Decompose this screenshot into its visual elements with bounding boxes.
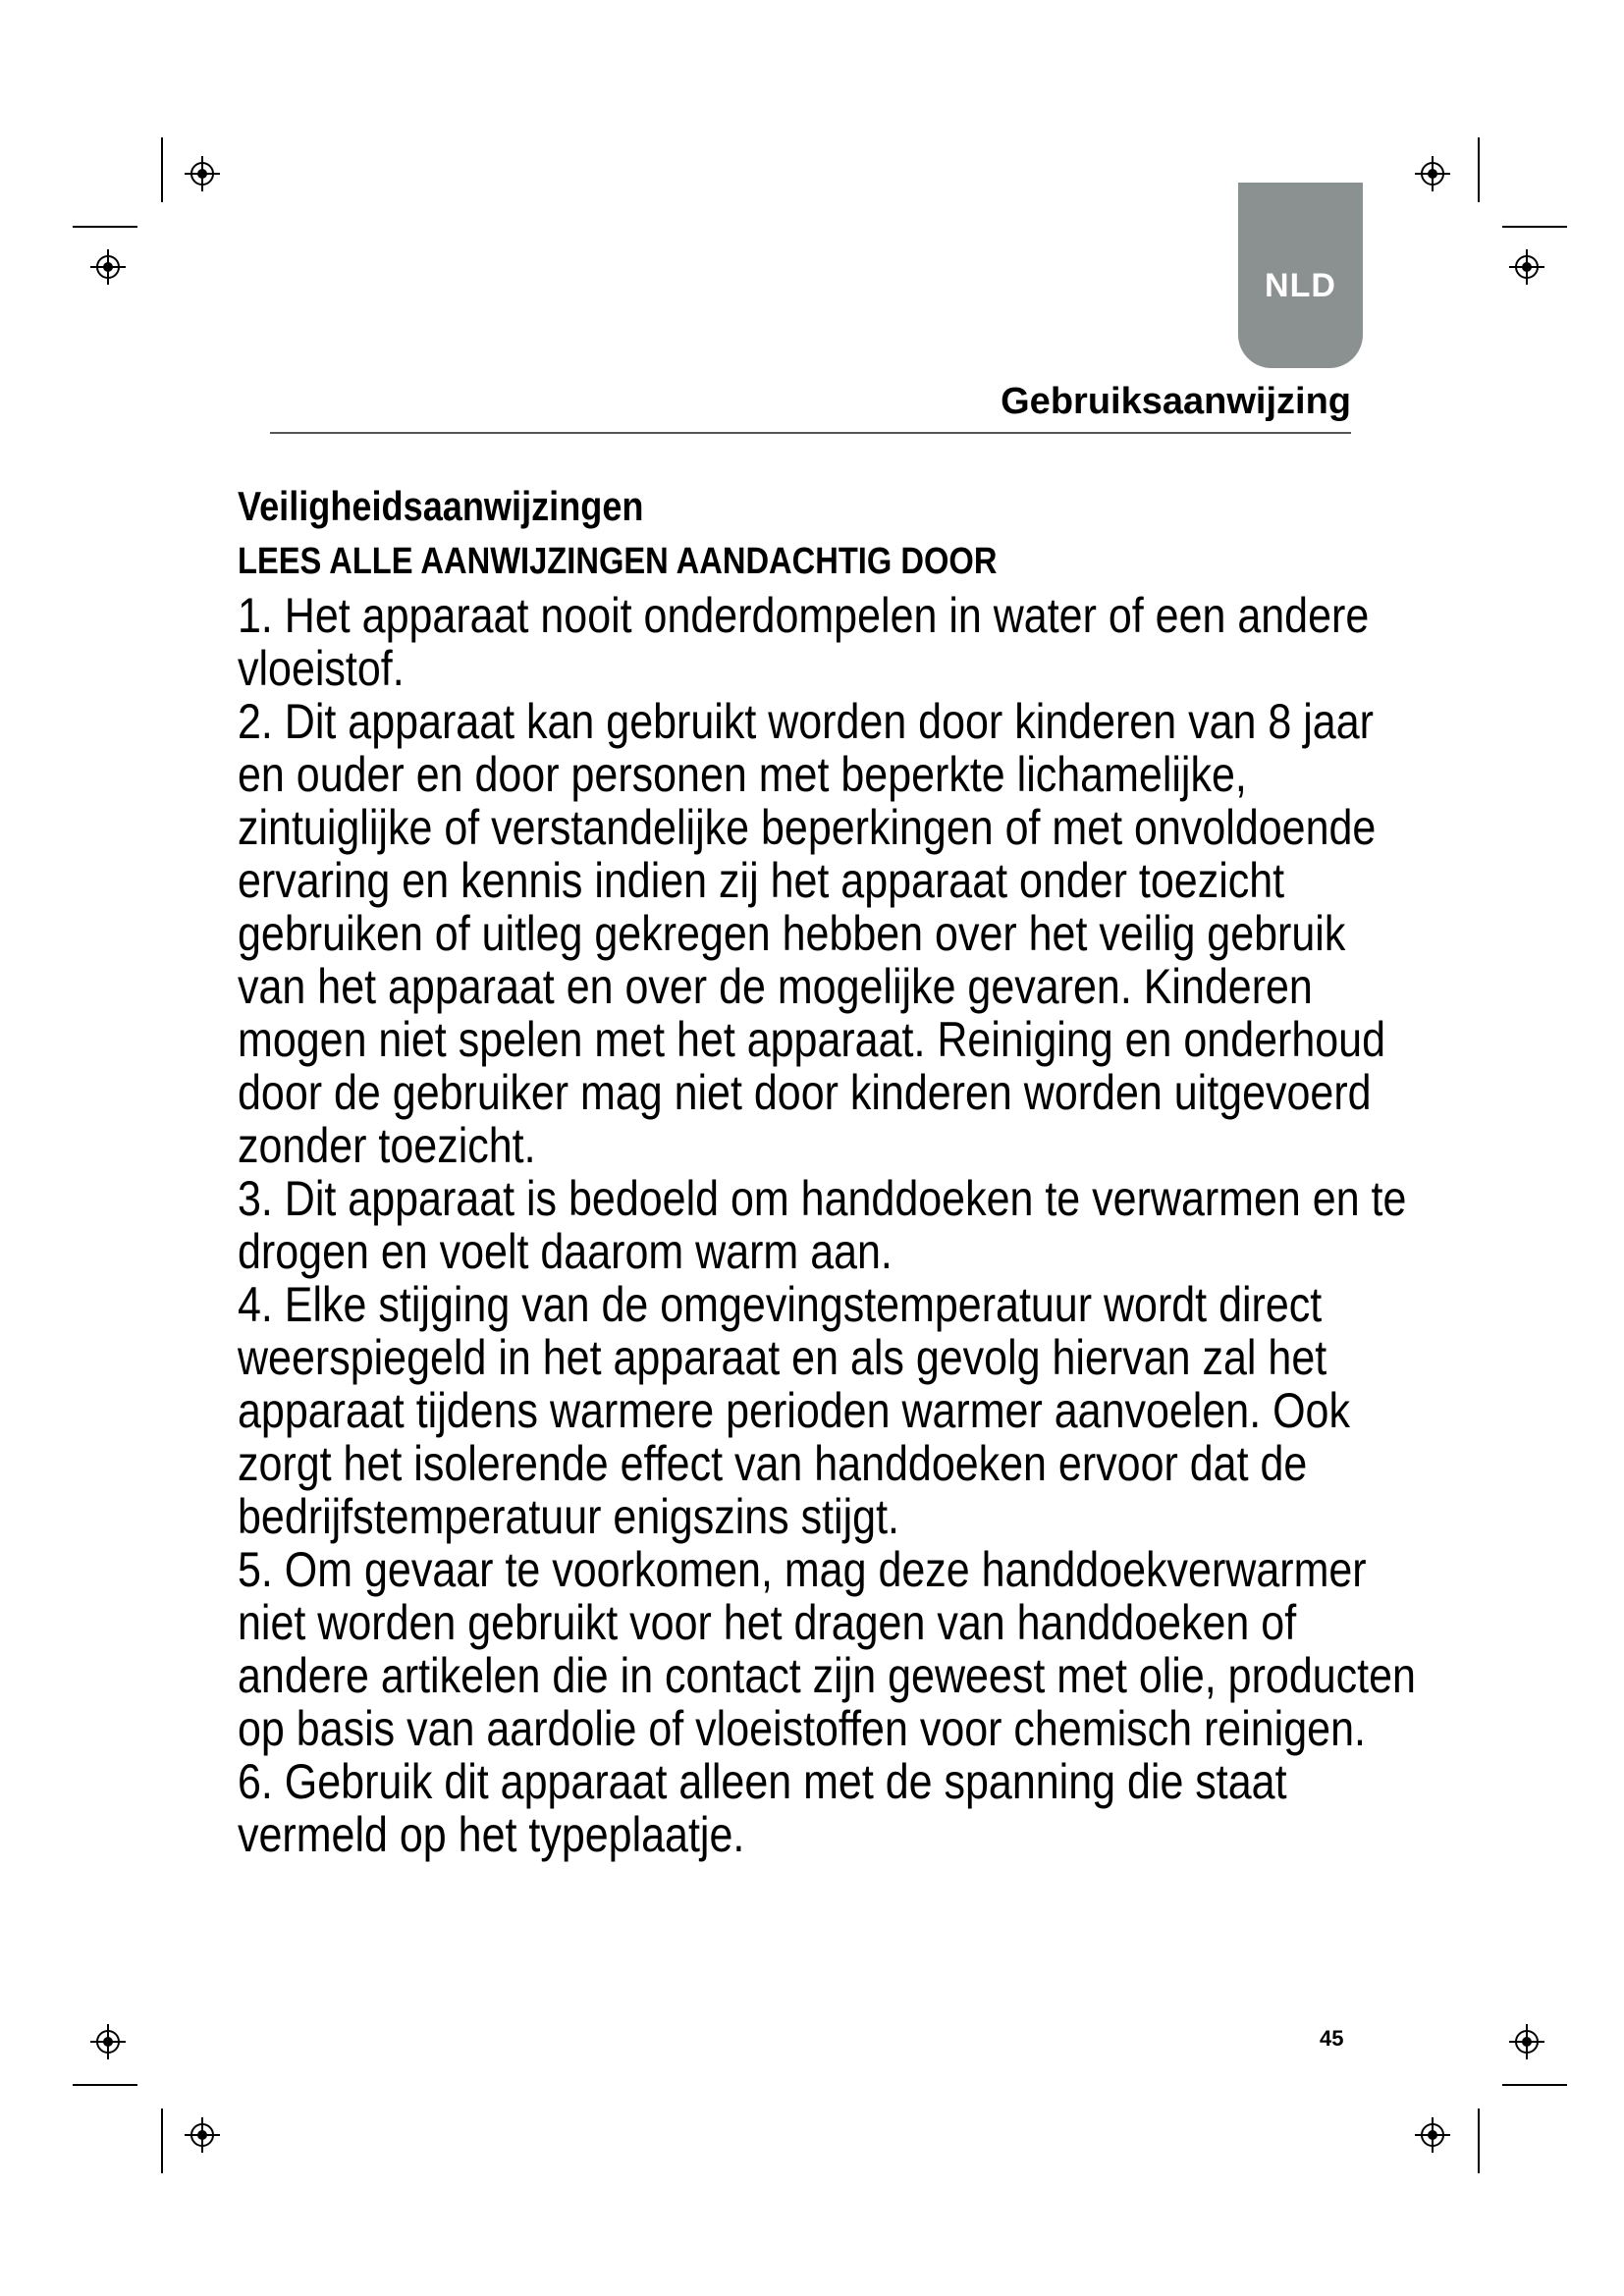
registration-mark-icon (86, 2020, 130, 2063)
list-item: 1. Het apparaat nooit onderdompelen in water of een andere vloeistof. (238, 588, 1370, 696)
registration-mark-icon (1505, 245, 1548, 289)
crop-mark (161, 2109, 163, 2173)
crop-mark (1478, 137, 1480, 202)
safety-instructions-list (238, 589, 1426, 1861)
list-item: 2. Dit apparaat kan gebruikt worden door kinderen van 8 jaar en ouder en door personen met beperkte lichamelijke, zintuiglijke of verstandelijke beperkingen of met onvoldoende ervaring en kennis indien zij het apparaat onder toezicht gebruiken of uitleg gekregen hebben over het veilig gebruik van het apparaat en over de mogelijke gevaren. Kinderen mogen niet spelen met het apparaat. Reiniging en onderhoud door de gebruiker mag niet door kinderen worden uitgevoerd zonder toezicht. (238, 694, 1386, 1173)
crop-mark (1478, 2109, 1480, 2173)
list-item: 4. Elke stijging van de omgevingstemperatuur wordt direct weerspiegeld in het apparaat en als gevolg hiervan zal het apparaat tijdens warmere perioden warmer aanvoelen. Ook zorgt het isolerende effect van handdoeken ervoor dat de bedrijfstemperatuur enigszins stijgt. (238, 1277, 1350, 1544)
registration-mark-icon (181, 2113, 224, 2157)
registration-mark-icon (1411, 152, 1454, 195)
crop-mark (1502, 226, 1567, 228)
language-tab-label: NLD (1265, 267, 1336, 304)
section-subtitle: LEES ALLE AANWIJZINGEN AANDACHTIG DOOR (238, 541, 998, 582)
list-item: 3. Dit apparaat is bedoeld om handdoeken te verwarmen en te drogen en voelt daarom warm aan. (238, 1171, 1407, 1279)
registration-mark-icon (181, 152, 224, 195)
list-item: 5. Om gevaar te voorkomen, mag deze handdoekverwarmer niet worden gebruikt voor het dragen van handdoeken of andere artikelen die in contact zijn geweest met olie, producten op basis van aardolie of vloeistoffen voor chemisch reinigen. (238, 1542, 1416, 1756)
crop-mark (161, 137, 163, 202)
page-number: 45 (1320, 2026, 1344, 2051)
registration-mark-icon (1505, 2020, 1548, 2063)
section-title: Veiligheidsaanwijzingen (238, 483, 644, 529)
crop-mark (1502, 2084, 1567, 2086)
page-header-title: Gebruiksaanwijzing (1001, 381, 1351, 422)
list-item: 6. Gebruik dit apparaat alleen met de spanning die staat vermeld op het typeplaatje. (238, 1754, 1287, 1862)
safety-section (238, 479, 1426, 1861)
crop-mark (73, 2084, 137, 2086)
language-tab (1238, 183, 1363, 368)
registration-mark-icon (1411, 2113, 1454, 2157)
crop-mark (73, 226, 137, 228)
header-divider (270, 432, 1351, 434)
registration-mark-icon (86, 245, 130, 289)
